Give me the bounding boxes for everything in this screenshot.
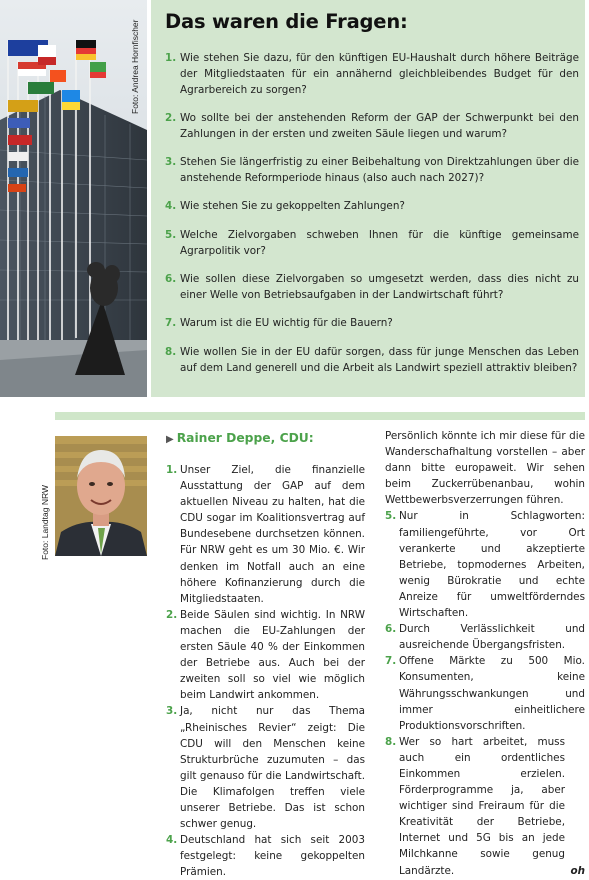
speaker-portrait (55, 436, 147, 556)
answer-text: Durch Verlässlichkeit und ausreichende Übergangsfristen. (399, 623, 585, 652)
question-text: Wie stehen Sie zu gekoppelten Zahlungen? (180, 200, 405, 212)
answer-text: Unser Ziel, die finanzielle Ausstattung der GAP auf dem aktuellen Niveau zu halten, hat die CDU sogar im Koalitionsvertrag auf Bundesebene durchsetzen können. Für NRW geht es um 30 Mio. €. Wir denken im Notfall auch an eine höhere Kofinanzierung durch die Mitgliedstaaten. (180, 464, 365, 605)
question-item (165, 227, 579, 259)
answers-list-2 (385, 508, 585, 878)
answers-list-1 (166, 462, 365, 880)
question-number: 2. (165, 112, 177, 124)
question-item (165, 198, 579, 214)
question-number: 7. (165, 317, 177, 329)
question-text: Warum ist die EU wichtig für die Bauern? (180, 317, 393, 329)
author-signature: oh (570, 864, 585, 877)
question-item (165, 271, 579, 303)
answer-number: 1. (166, 464, 178, 476)
question-item (165, 344, 579, 376)
questions-list (165, 50, 579, 376)
question-text: Wo sollte bei der anstehenden Reform der GAP der Schwerpunkt bei den Zahlungen in der ersten und zweiten Säule liegen und warum? (180, 112, 579, 140)
question-number: 1. (165, 52, 177, 64)
answer-text: Nur in Schlagworten: familiengeführte, vor Ort verankerte und akzeptierte Betriebe, topmodernes Arbeiten, wenig Bürokratie und echte Anreize für umweltförderndes Wirtschaften. (399, 510, 585, 620)
answer-number: 3. (166, 705, 178, 718)
question-number: 4. (165, 200, 177, 212)
answer-number: 4. (166, 834, 178, 847)
answer-item (385, 621, 585, 653)
answer-number: 8. (385, 735, 397, 748)
question-text: Wie sollen diese Zielvorgaben so umgesetzt werden, dass dies nicht zu einer Welle von Betriebsaufgaben in der Landwirtschaft führt? (180, 273, 579, 301)
answer-text: Offene Märkte zu 500 Mio. Konsumenten, keine Währungsschwankungen und immer einheitlichere Produktionsvorschriften. (399, 655, 585, 732)
answer-text: Deutschland hat sich seit 2003 festgelegt: keine gekoppelten Prämien. (180, 834, 365, 879)
questions-title: Das waren die Fragen: (165, 10, 408, 33)
question-number: 3. (165, 156, 177, 168)
answer-text: Ja, nicht nur das Thema „Rheinisches Revier“ zeigt: Die CDU will den Menschen keine Strukturbrüche zuzumuten – das gilt genauso für die Landwirtschaft. Die Klimafolgen treffen viele unserer Betriebe. Das ist schon schwer genug. (180, 705, 365, 831)
question-item (165, 50, 579, 98)
question-text: Wie wollen Sie in der EU dafür sorgen, dass für junge Menschen das Leben auf dem Land generell und die Arbeit als Landwirt speziell attraktiv bleiben? (180, 346, 579, 374)
speaker-heading (166, 428, 365, 450)
answer-number: 2. (166, 608, 178, 621)
question-item (165, 154, 579, 186)
question-text: Wie stehen Sie dazu, für den künftigen EU-Haushalt durch höhere Beiträge der Mitgliedstaaten für ein annähernd gleichbleibendes Budget für den Agrarbereich zu sorgen? (180, 52, 579, 96)
portrait-credit: Foto: Landtag NRW (40, 485, 50, 560)
answer-item (166, 832, 365, 880)
answer-item (166, 607, 365, 704)
answer-item (385, 734, 585, 879)
answer-item (166, 462, 365, 607)
answer-continuation: Persönlich könnte ich mir diese für die Wanderschafhaltung vorstellen – aber dann bitte europaweit. Wir sehen beim Zuckerrübenanbau, wohin Wettbewerbsverzerrungen führen. (385, 430, 585, 507)
questions-box (151, 0, 585, 397)
answer-text: Beide Säulen sind wichtig. In NRW machen die EU-Zahlungen der ersten Säule 40 % der Einkommen der Betriebe aus. Auch bei der zweiten soll so viel wie möglich beim Landwirt ankommen. (180, 608, 365, 702)
answers-column-2 (385, 428, 585, 879)
question-number: 6. (165, 273, 177, 285)
answer-text: Wer so hart arbeitet, muss auch ein ordentliches Einkommen erzielen. Förderprogramme ja, aber wichtiger sind Freiraum für die Kreativität der Betriebe, Internet und 5G bis an jede Milchkanne sowie genug Landärzte. (399, 735, 565, 877)
answer-item (166, 703, 365, 832)
eu-parliament-photo (0, 0, 147, 397)
question-text: Stehen Sie längerfristig zu einer Beibehaltung von Direktzahlungen über die anstehende Reformperiode hinaus (also auch nach 2027)? (180, 156, 579, 184)
answers-column-1 (166, 428, 365, 880)
answer-item (385, 653, 585, 733)
answer-number: 7. (385, 655, 397, 668)
answer-item (385, 508, 585, 621)
question-number: 5. (165, 229, 177, 241)
play-arrow-icon: ▶ (166, 434, 174, 445)
answer-number: 6. (385, 623, 397, 636)
answer-number: 5. (385, 510, 397, 523)
section-divider (55, 412, 585, 420)
question-number: 8. (165, 346, 177, 358)
question-text: Welche Zielvorgaben schweben Ihnen für die künftige gemeinsame Agrarpolitik vor? (180, 229, 579, 257)
speaker-name: Rainer Deppe, CDU: (176, 431, 314, 445)
photo-credit: Foto: Andrea Hornfischer (130, 19, 140, 114)
question-item (165, 110, 579, 142)
question-item (165, 315, 579, 331)
